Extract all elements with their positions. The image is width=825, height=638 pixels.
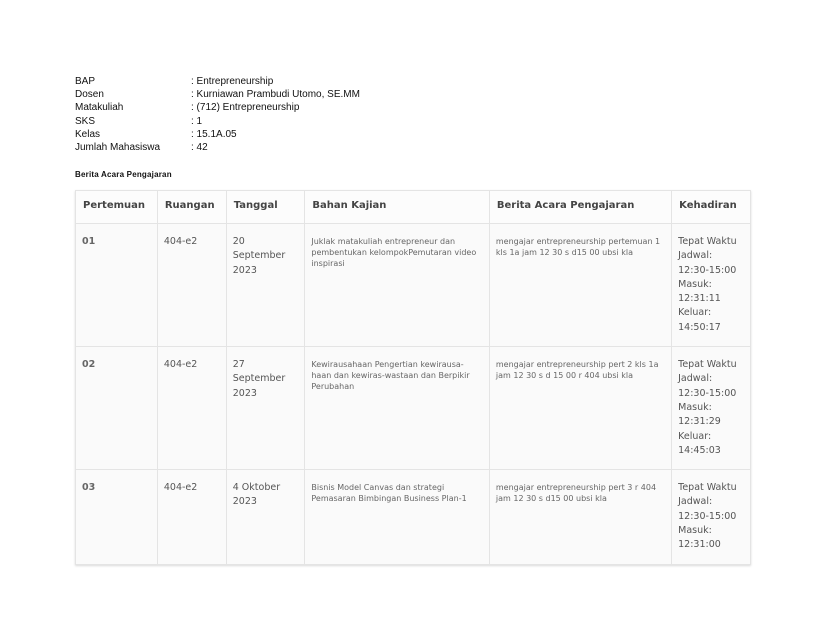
header-berita-acara: Berita Acara Pengajaran (489, 191, 671, 224)
kehadiran-line: Tepat Waktu (678, 236, 737, 247)
meta-key: SKS (75, 115, 96, 127)
cell-bahan-kajian: Bisnis Model Canvas dan strategi Pemasaran Bimbingan Business Plan-1 (305, 470, 490, 564)
cell-kehadiran (672, 347, 751, 470)
meta-row (75, 128, 360, 141)
table-row (76, 224, 751, 347)
cell-ruangan: 404-e2 (157, 347, 226, 470)
meta-value: : Kurniawan Prambudi Utomo, SE.MM (191, 89, 360, 101)
kehadiran-line: 12:31:29 (678, 416, 721, 428)
meta-value: : 1 (191, 115, 203, 127)
kehadiran-line: 14:50:17 (678, 321, 721, 333)
kehadiran-line: Masuk: (678, 278, 712, 290)
table-row (76, 347, 751, 470)
table-row (76, 470, 751, 564)
kehadiran-line: 14:45:03 (678, 444, 721, 456)
kehadiran-line: Masuk: (678, 401, 712, 413)
kehadiran-line: 12:30-15:00 (678, 387, 737, 399)
section-title: Berita Acara Pengajaran (75, 170, 172, 179)
course-info (75, 75, 360, 154)
kehadiran-line: Jadwal: (678, 496, 713, 508)
cell-pertemuan: 03 (76, 470, 158, 564)
cell-pertemuan: 02 (76, 347, 158, 470)
cell-ruangan: 404-e2 (157, 224, 226, 347)
meta-key: Dosen (75, 89, 104, 101)
table-header-row (76, 191, 751, 224)
kehadiran-line: Tepat Waktu (678, 359, 737, 371)
cell-bahan-kajian: Kewirausahaan Pengertian kewirausa-haan dan kewiras-wastaan dan Berpikir Perubahan (305, 347, 490, 470)
meta-row (75, 115, 360, 128)
cell-ruangan: 404-e2 (157, 470, 226, 564)
meta-value: : 42 (191, 142, 208, 154)
header-kehadiran: Kehadiran (672, 191, 751, 224)
kehadiran-line: Keluar: (678, 307, 712, 319)
cell-kehadiran (672, 224, 751, 347)
cell-tanggal: 20 September 2023 (226, 224, 305, 347)
kehadiran-line: Tepat Waktu (678, 482, 737, 494)
meta-key: Kelas (75, 128, 101, 140)
kehadiran-line: 12:31:11 (678, 293, 721, 305)
header-tanggal: Tanggal (226, 191, 305, 224)
meta-row (75, 88, 360, 101)
header-bahan-kajian: Bahan Kajian (305, 191, 490, 224)
cell-pertemuan: 01 (76, 224, 158, 347)
meta-value: : 15.1A.05 (191, 128, 237, 140)
cell-berita-acara: mengajar entrepreneurship pert 2 kls 1a jam 12 30 s d 15 00 r 404 ubsi kla (489, 347, 671, 470)
meta-value: : Entrepreneurship (191, 76, 274, 87)
meta-row (75, 141, 360, 154)
kehadiran-line: Jadwal: (678, 250, 713, 262)
kehadiran-line: Jadwal: (678, 373, 713, 385)
meta-key: Jumlah Mahasiswa (75, 142, 161, 154)
kehadiran-line: Keluar: (678, 430, 712, 442)
kehadiran-line: 12:31:00 (678, 539, 721, 551)
kehadiran-line: 12:30-15:00 (678, 264, 737, 276)
kehadiran-line: 12:30-15:00 (678, 510, 737, 522)
meta-row (75, 75, 360, 88)
header-ruangan: Ruangan (157, 191, 226, 224)
cell-tanggal: 4 Oktober 2023 (226, 470, 305, 564)
cell-bahan-kajian: Juklak matakuliah entrepreneur dan pembentukan kelompokPemutaran video inspirasi (305, 224, 490, 347)
kehadiran-line: Masuk: (678, 525, 712, 537)
header-pertemuan: Pertemuan (76, 191, 158, 224)
meta-value: : (712) Entrepreneurship (191, 102, 300, 114)
meta-key: BAP (75, 76, 96, 87)
cell-kehadiran (672, 470, 751, 564)
meta-key: Matakuliah (75, 102, 124, 114)
cell-berita-acara: mengajar entrepreneurship pertemuan 1 kls 1a jam 12 30 s d15 00 ubsi kla (489, 224, 671, 347)
meta-row (75, 101, 360, 114)
bap-table (75, 190, 751, 565)
cell-tanggal: 27 September 2023 (226, 347, 305, 470)
cell-berita-acara: mengajar entrepreneurship pert 3 r 404 jam 12 30 s d15 00 ubsi kla (489, 470, 671, 564)
